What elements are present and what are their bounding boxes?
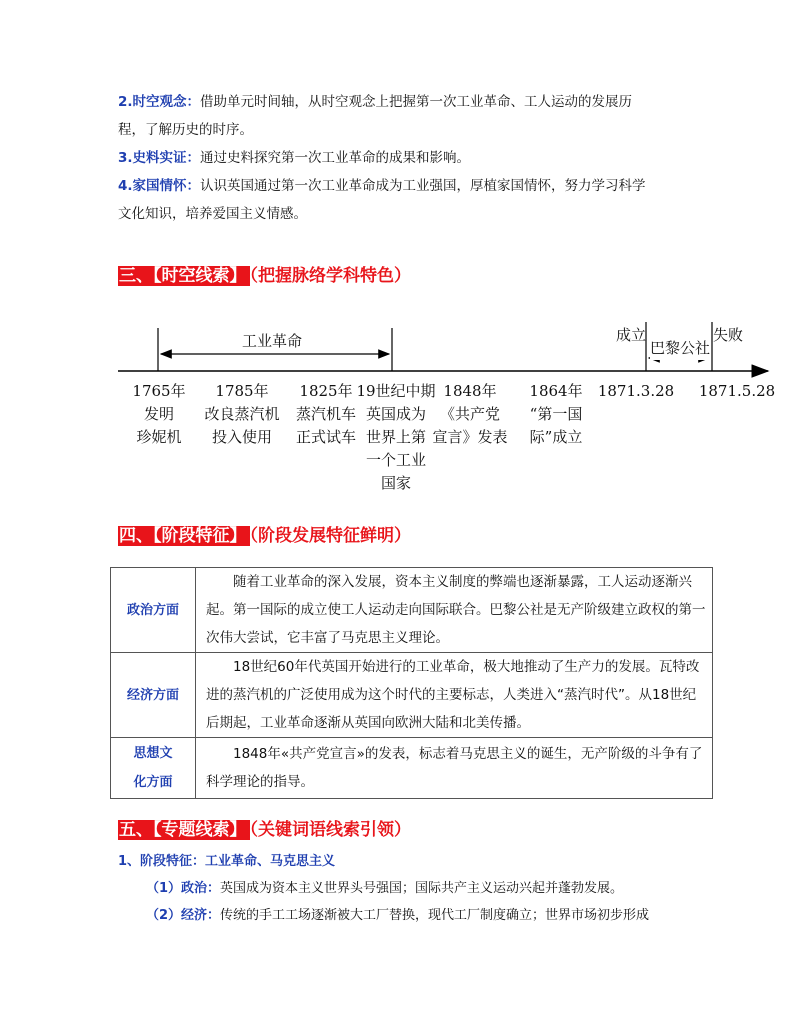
point-item-label: （1）政治： (146, 881, 221, 896)
point-item (146, 879, 623, 899)
event-date: 1848年 (443, 382, 497, 400)
table-row (111, 738, 713, 799)
event-desc: 蒸汽机车 (295, 405, 356, 423)
row-text: 18世纪60年代英国开始进行的工业革命，极大地推动了生产力的发展。瓦特改进的蒸汽机的广泛使用成为这个时代的主要标志，人类进入“蒸汽时代”。从18世纪后期起，工业革命逐渐从英国向欧洲大陆和北美传播。 (196, 653, 713, 738)
section-5-heading (118, 818, 411, 842)
row-text: 随着工业革命的深入发展，资本主义制度的弊端也逐渐暴露，工人运动逐渐兴起。第一国际的成立使工人运动走向国际联合。巴黎公社是无产阶级建立政权的第一次伟大尝试，它丰富了马克思主义理论。 (196, 568, 713, 653)
commune-name-label: 巴黎公社 (650, 337, 710, 360)
event-desc: 正式试车 (295, 428, 356, 446)
point-item (146, 906, 649, 926)
objective-label: 3.史料实证： (118, 150, 201, 166)
objective-2-continued: 程，了解历史的时序。 (118, 122, 253, 138)
objective-label: 2.时空观念： (118, 94, 201, 110)
event-desc: 《共产党 (439, 405, 500, 423)
row-label: 思想文 化方面 (111, 738, 196, 799)
event-desc: 世界上第 (365, 428, 426, 446)
commune-failed-label: 失败 (713, 326, 744, 344)
industrial-revolution-label: 工业革命 (242, 332, 303, 350)
point-item-text: 英国成为资本主义世界头号强国；国际共产主义运动兴起并蓬勃发展。 (220, 881, 624, 896)
stage-features-table (110, 567, 713, 799)
row-text: 1848年«共产党宣言»的发表，标志着马克思主义的诞生，无产阶级的斗争有了科学理论的指导。 (196, 738, 713, 799)
section-5-subtitle: （关键词语线索引领） (249, 820, 411, 840)
row-label: 经济方面 (111, 653, 196, 738)
timeline-event (354, 380, 438, 495)
section-3-title: 三、【时空线索】 (118, 266, 250, 286)
event-date: 1825年 (299, 382, 353, 400)
commune-founded-label: 成立 (616, 326, 647, 344)
timeline-event (594, 380, 678, 403)
event-date: 19世纪中期 (356, 382, 436, 400)
table-row (111, 568, 713, 653)
event-desc: 际”成立 (529, 428, 583, 446)
event-desc: 改良蒸汽机 (204, 405, 280, 423)
row-label: 政治方面 (111, 568, 196, 653)
event-date: 1785年 (215, 382, 269, 400)
objective-label: 4.家国情怀： (118, 178, 201, 194)
timeline-event (428, 380, 512, 449)
section-4-heading (118, 524, 411, 548)
point-item-label: （2）经济： (146, 908, 221, 923)
event-desc: “第一国 (529, 405, 583, 423)
section-5-title: 五、【专题线索】 (118, 820, 250, 840)
event-date: 1864年 (529, 382, 583, 400)
objective-4-continued: 文化知识，培养爱国主义情感。 (118, 206, 307, 222)
timeline-event (692, 380, 782, 403)
objective-text: 认识英国通过第一次工业革命成为工业强国，厚植家国情怀，努力学习科学 (200, 178, 646, 194)
point-item-text: 传统的手工工场逐渐被大工厂替换，现代工厂制度确立；世界市场初步形成 (220, 908, 650, 923)
event-date: 1871.3.28 (597, 382, 675, 400)
event-date: 1871.5.28 (698, 382, 776, 400)
point-1-text: 工业革命、马克思主义 (205, 854, 336, 869)
section-3-subtitle: （把握脉络学科特色） (249, 266, 411, 286)
event-desc: 投入使用 (211, 428, 272, 446)
table-row (111, 653, 713, 738)
event-desc: 国家 (380, 474, 411, 492)
event-desc: 宣言》发表 (432, 428, 508, 446)
objective-text: 借助单元时间轴，从时空观念上把握第一次工业革命、工人运动的发展历 (200, 94, 633, 110)
timeline-event (514, 380, 598, 449)
event-date: 1765年 (132, 382, 186, 400)
timeline-event (192, 380, 292, 449)
point-1 (118, 852, 335, 872)
event-desc: 珍妮机 (136, 428, 182, 446)
event-desc: 发明 (143, 405, 174, 423)
section-4-title: 四、【阶段特征】 (118, 526, 250, 546)
event-desc: 英国成为 (365, 405, 426, 423)
objective-text: 通过史料探究第一次工业革命的成果和影响。 (200, 150, 471, 166)
section-4-subtitle: （阶段发展特征鲜明） (249, 526, 411, 546)
timeline-event (119, 380, 199, 449)
event-desc: 一个工业 (365, 451, 426, 469)
point-1-label: 1、阶段特征： (118, 854, 206, 869)
